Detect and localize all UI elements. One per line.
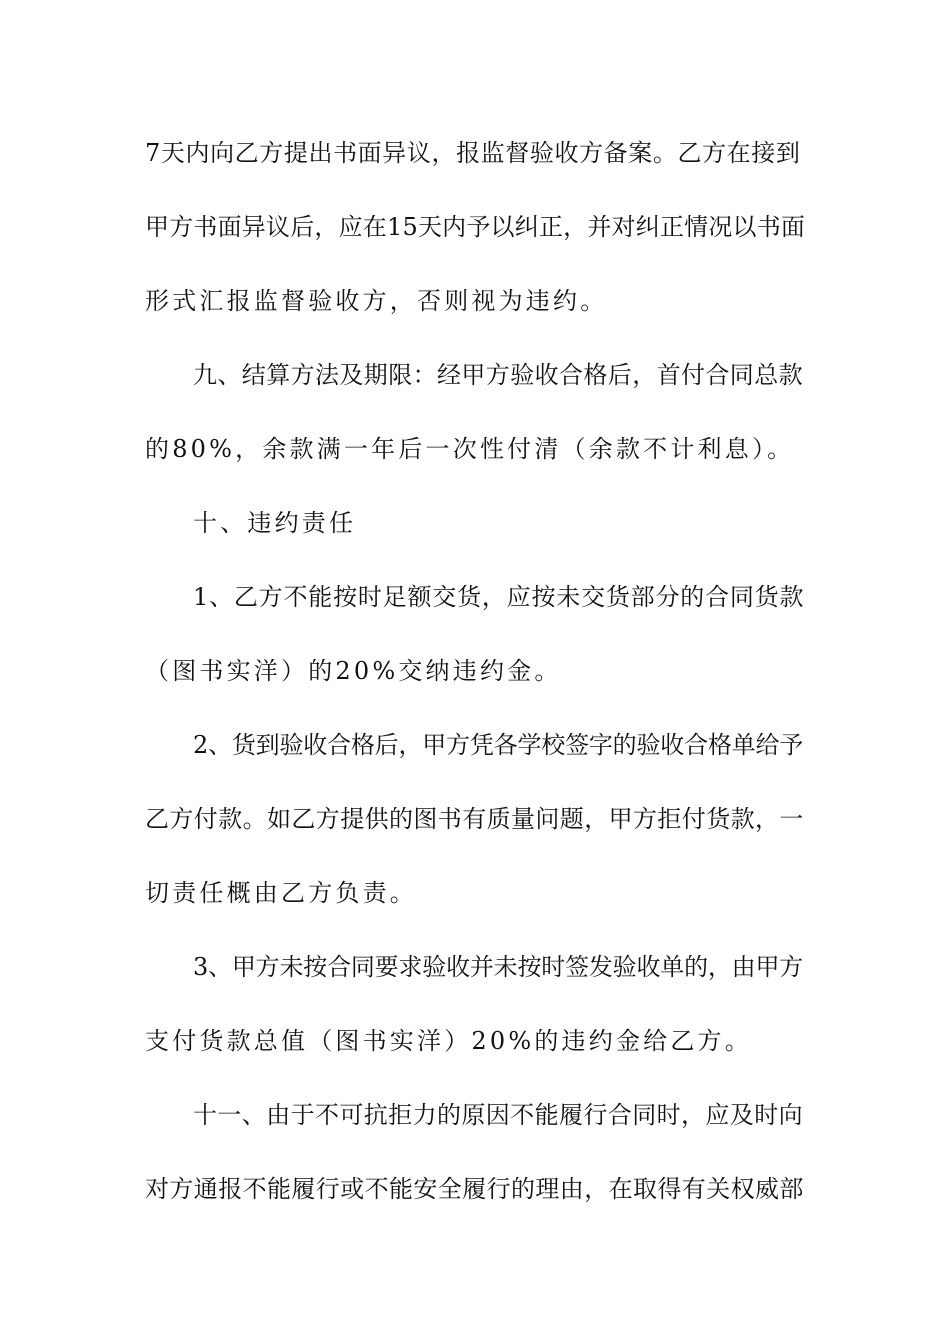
text-line: 十一、由于不可抗拒力的原因不能履行合同时，应及时向 (193, 1101, 803, 1129)
text-line: 乙方付款。如乙方提供的图书有质量问题，甲方拒付货款，一 (145, 805, 804, 833)
text-line: 切责任概由乙方负责。 (145, 879, 417, 907)
text-line: 甲方书面异议后，应在15天内予以纠正，并对纠正情况以书面 (145, 213, 806, 241)
text-line: 九、结算方法及期限：经甲方验收合格后，首付合同总款 (193, 361, 803, 389)
text-line: （图书实洋）的20%交纳违约金。 (145, 657, 562, 685)
text-line: 的80%，余款满一年后一次性付清（余款不计利息）。 (145, 435, 795, 463)
text-line: 对方通报不能履行或不能安全履行的理由，在取得有关权威部 (145, 1175, 804, 1203)
text-line: 2、货到验收合格后，甲方凭各学校签字的验收合格单给予 (193, 731, 804, 759)
text-line: 1、乙方不能按时足额交货，应按未交货部分的合同货款 (193, 583, 805, 611)
section-heading: 十、违约责任 (193, 509, 357, 537)
text-line: 3、甲方未按合同要求验收并未按时签发验收单的，由甲方 (193, 953, 804, 981)
text-line: 支付货款总值（图书实洋）20%的违约金给乙方。 (145, 1027, 752, 1055)
text-line: 7天内向乙方提出书面异议，报监督验收方备案。乙方在接到 (145, 139, 801, 167)
text-line: 形式汇报监督验收方，否则视为违约。 (145, 287, 608, 315)
